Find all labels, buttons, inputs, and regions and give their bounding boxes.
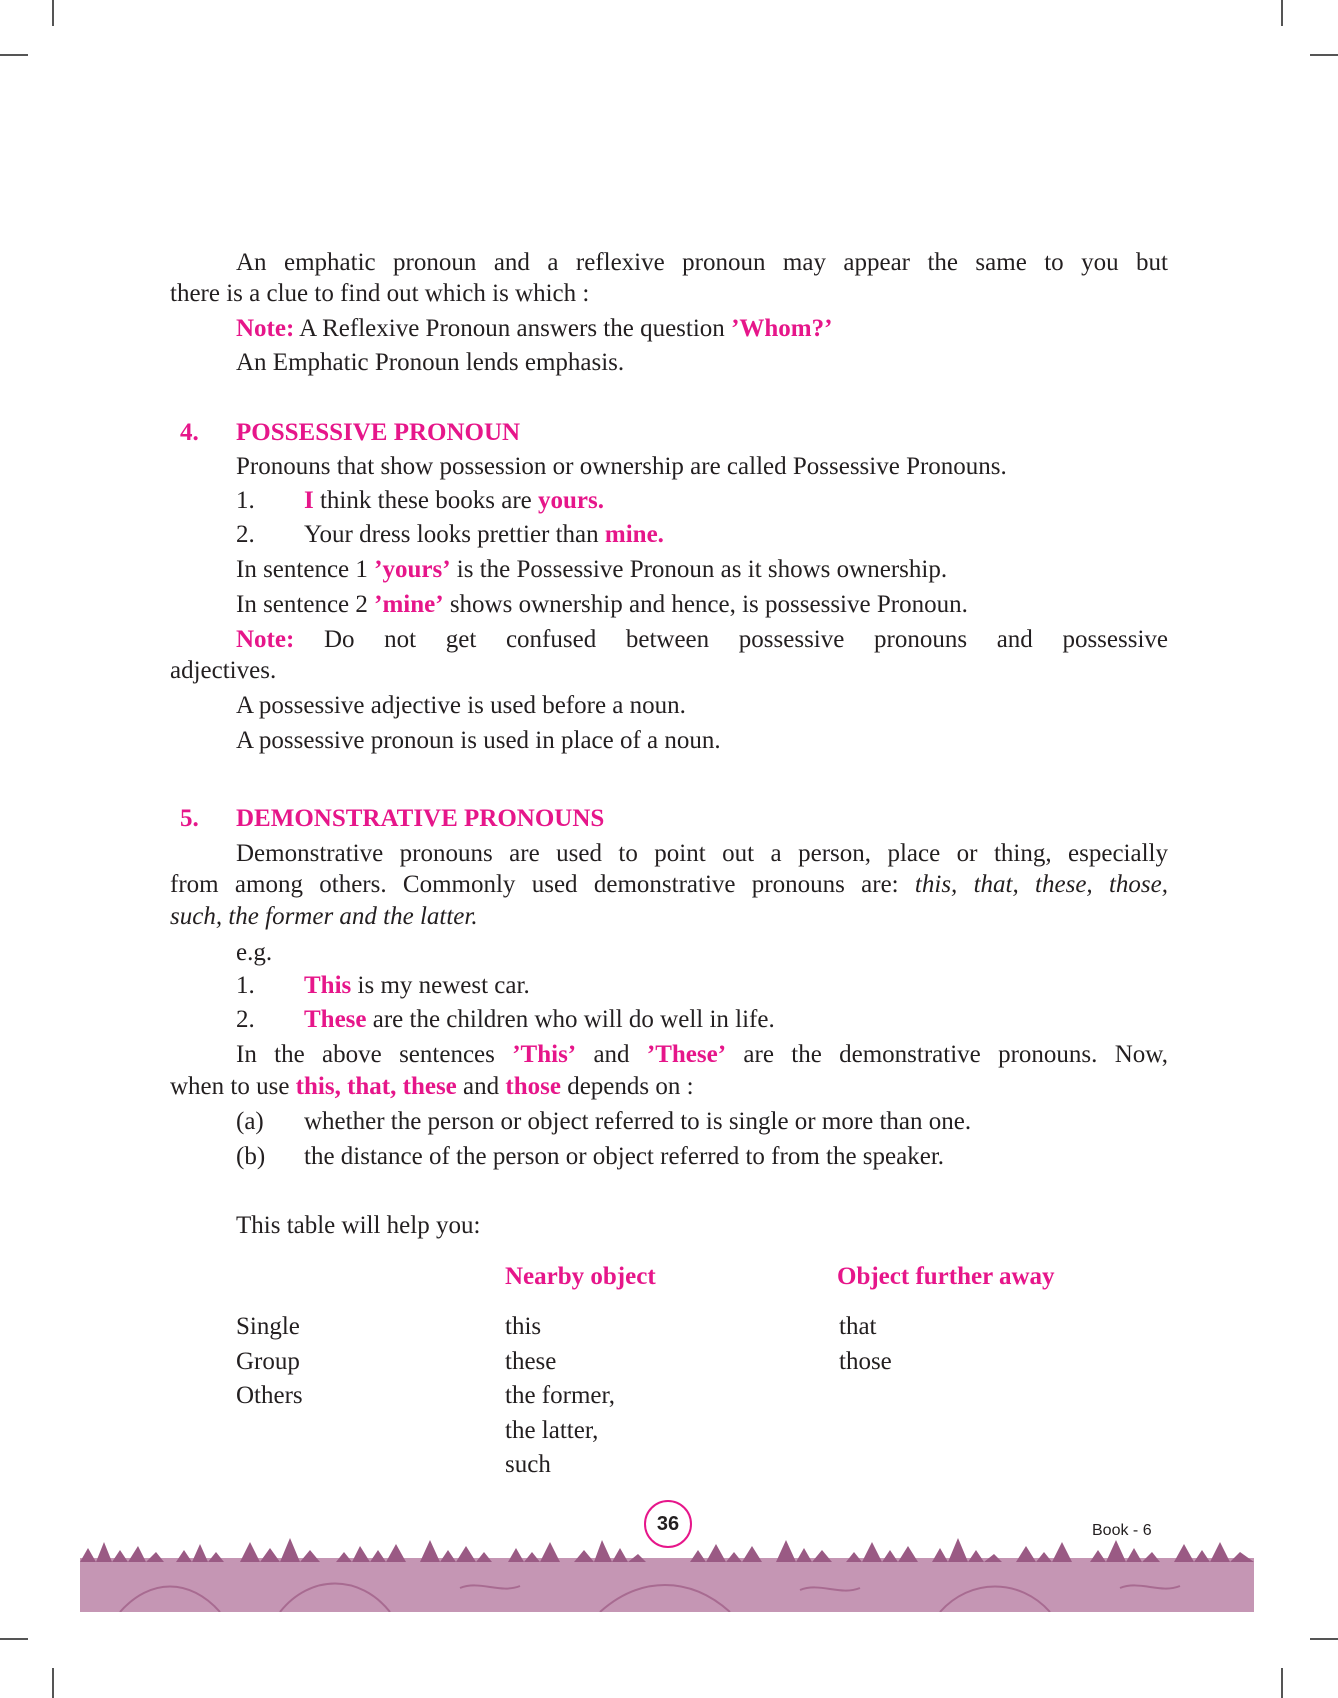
para-text: from among others. Commonly used demonstrative pronouns are: [170, 871, 915, 898]
intro-emphatic: An Emphatic Pronoun lends emphasis. [236, 349, 625, 376]
crop-mark [1310, 1638, 1338, 1640]
note-label: Note: [236, 315, 295, 342]
section-4-note-cont: adjectives. [170, 657, 277, 684]
note-quote: ’Whom?’ [731, 315, 833, 342]
example-bold: This [304, 972, 352, 999]
note-text: A Reflexive Pronoun answers the question [294, 315, 732, 342]
para-italic: this, that, these, those, [914, 871, 1168, 898]
item-text: whether the person or object referred to is single or more than one. [304, 1108, 972, 1135]
example-text: think these books are [313, 487, 538, 514]
example-number: 2. [236, 1006, 255, 1033]
section-4-title: POSSESSIVE PRONOUN [236, 419, 521, 446]
section-5-para-1-line-1: Demonstrative pronouns are used to point out a person, place or thing, especially [236, 840, 1168, 867]
section-5-para-1-line-2 [170, 870, 1168, 900]
crop-mark [1281, 0, 1283, 26]
table-column-further [839, 1310, 892, 1379]
table-cell: the latter, [505, 1416, 599, 1444]
section-4-example-2 [236, 520, 664, 550]
sentence-text: is the Possessive Pronoun as it shows ownership. [450, 556, 948, 583]
table-cell: those [839, 1347, 892, 1375]
example-text: are the children who will do well in life. [366, 1006, 775, 1033]
intro-line-1: An emphatic pronoun and a reflexive pronoun may appear the same to you but [236, 249, 1168, 276]
example-bold: These [304, 1006, 367, 1033]
para-bold: this, that, these [295, 1073, 457, 1100]
intro-line-2: there is a clue to find out which is which : [170, 280, 590, 307]
section-5-example-2 [236, 1005, 775, 1035]
section-5-eg: e.g. [236, 939, 273, 966]
row-label-group: Group [236, 1347, 300, 1375]
example-number: 1. [236, 972, 255, 999]
table-header-nearby: Nearby object [505, 1263, 656, 1290]
section-4-example-1 [236, 486, 604, 516]
section-5-title: DEMONSTRATIVE PRONOUNS [236, 805, 605, 832]
section-4-number: 4. [180, 419, 199, 446]
table-header-further: Object further away [837, 1263, 1055, 1290]
table-cell: these [505, 1347, 557, 1375]
section-5-para-2-line-1 [236, 1040, 1168, 1070]
example-bold: yours. [538, 487, 604, 514]
section-5-table-intro: This table will help you: [236, 1212, 481, 1239]
book-label: Book - 6 [1092, 1522, 1152, 1539]
note-text: Do not get confused between possessive pronouns and possessive [294, 626, 1168, 653]
section-4-sentence-2 [236, 590, 968, 620]
section-5-item-a [236, 1107, 972, 1137]
row-label-others: Others [236, 1382, 303, 1409]
section-5-number: 5. [180, 805, 199, 832]
example-number: 1. [236, 487, 255, 514]
table-cell: such [505, 1451, 551, 1478]
sentence-bold: ’yours’ [374, 556, 451, 583]
sentence-text: shows ownership and hence, is possessive Pronoun. [443, 591, 968, 618]
para-text: and [576, 1041, 647, 1068]
table-cell: the former, [505, 1382, 616, 1409]
table-row-labels [236, 1310, 303, 1414]
table-cell: that [839, 1313, 877, 1340]
section-5-para-2-line-2 [170, 1072, 694, 1102]
example-bold: mine. [604, 521, 664, 548]
para-text: In the above sentences [236, 1041, 513, 1068]
para-text: are the demonstrative pronouns. Now, [726, 1041, 1168, 1068]
sentence-bold: ’mine’ [374, 591, 444, 618]
sentence-text: In sentence 1 [236, 556, 375, 583]
table-column-nearby [505, 1310, 615, 1483]
para-text: depends on : [560, 1073, 694, 1100]
crop-mark [52, 0, 54, 26]
crop-mark [1310, 54, 1338, 56]
section-4-adjective: A possessive adjective is used before a noun. [236, 692, 686, 719]
example-number: 2. [236, 521, 255, 548]
example-text: Your dress looks prettier than [304, 521, 605, 548]
sentence-text: In sentence 2 [236, 591, 375, 618]
section-4-sentence-1 [236, 555, 947, 585]
para-text: when to use [170, 1073, 296, 1100]
section-5-example-1 [236, 971, 530, 1001]
table-cell: this [505, 1313, 542, 1340]
crop-mark [0, 1638, 28, 1640]
para-bold: ’These’ [646, 1041, 727, 1068]
para-bold: ’This’ [512, 1041, 577, 1068]
example-bold: I [304, 487, 314, 514]
section-5-para-1-line-3: such, the former and the latter. [170, 903, 478, 930]
section-4-definition: Pronouns that show possession or ownership are called Possessive Pronouns. [236, 453, 1007, 480]
crop-mark [1281, 1668, 1283, 1698]
page-number-badge: 36 [644, 1500, 692, 1548]
section-4-pronoun: A possessive pronoun is used in place of a noun. [236, 727, 721, 754]
note-label: Note: [236, 626, 295, 653]
intro-note [236, 314, 832, 344]
section-4-note [236, 625, 1168, 655]
section-5-item-b [236, 1142, 945, 1172]
item-label: (b) [236, 1143, 266, 1170]
para-bold: those [505, 1073, 561, 1100]
example-text: is my newest car. [351, 972, 530, 999]
crop-mark [52, 1668, 54, 1698]
para-text: and [456, 1073, 506, 1100]
item-label: (a) [236, 1108, 264, 1135]
crop-mark [0, 54, 28, 56]
item-text: the distance of the person or object referred to from the speaker. [304, 1143, 945, 1170]
row-label-single: Single [236, 1313, 300, 1340]
